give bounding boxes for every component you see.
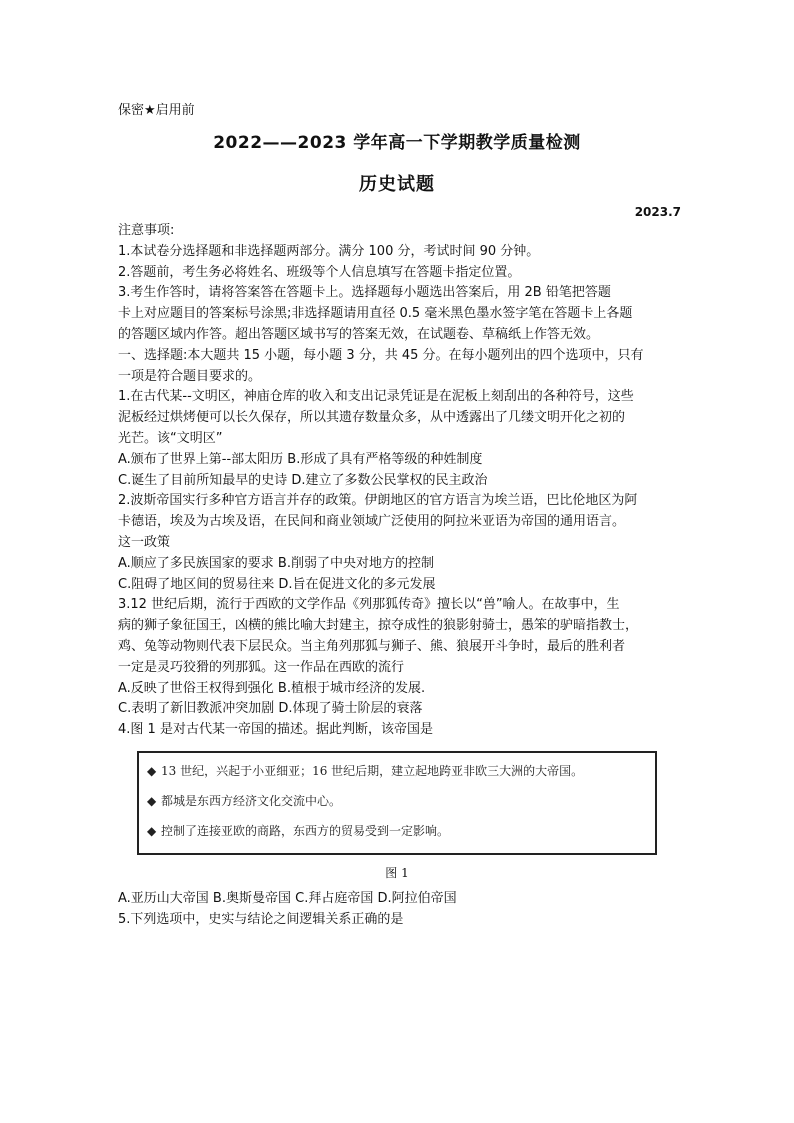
subject-title: 历史试题 <box>359 174 435 195</box>
question-stem: 卡德语，埃及为古埃及语，在民间和商业领域广泛使用的阿拉米亚语为帝国的通用语言。 <box>118 514 626 530</box>
exam-body <box>118 221 684 741</box>
answer-options: C.阻碍了地区间的贸易往来 D.旨在促进文化的多元发展 <box>118 576 436 592</box>
figure-item <box>147 822 655 852</box>
after-figure <box>118 888 684 930</box>
figure-item <box>147 792 655 822</box>
figure-caption: 图 1 <box>385 866 409 880</box>
answer-options: C.诞生了目前所知最早的史诗 D.建立了多数公民掌权的民主政治 <box>118 472 488 488</box>
section-intro: 一项是符合题目要求的。 <box>118 368 262 384</box>
notes-heading: 注意事项: <box>118 223 175 238</box>
question-2 <box>118 491 684 595</box>
answer-options: A.亚历山大帝国 B.奥斯曼帝国 C.拜占庭帝国 D.阿拉伯帝国 <box>118 891 457 906</box>
question-stem: 光芒。该“文明区” <box>118 430 223 446</box>
question-stem: 鸡、兔等动物则代表下层民众。当主角列那狐与狮子、熊、狼展开斗争时，最后的胜利者 <box>118 638 626 654</box>
question-stem: 3.12 世纪后期，流行于西欧的文学作品《列那狐传奇》擅长以“兽”喻人。在故事中，生 <box>118 597 620 613</box>
diamond-bullet-icon: ◆ <box>147 794 157 808</box>
section-intro: 一、选择题:本大题共 15 小题，每小题 3 分，共 45 分。在每小题列出的四个选项中，只有 <box>118 347 644 363</box>
question-1 <box>118 387 684 491</box>
question-3 <box>118 595 684 720</box>
question-stem: 这一政策 <box>118 534 171 550</box>
figure-item-text: 13 世纪，兴起于小亚细亚；16 世纪后期，建立起地跨亚非欧三大洲的大帝国。 <box>161 764 584 778</box>
question-5-stem: 5.下列选项中，史实与结论之间逻辑关系正确的是 <box>118 912 404 927</box>
figure-1-box <box>137 751 657 855</box>
diamond-bullet-icon: ◆ <box>147 764 157 778</box>
note-item: 卡上对应题目的答案标号涂黑;非选择题请用直径 0.5 毫米黑色墨水签字笔在答题卡上各题 <box>118 306 633 322</box>
figure-item-text: 都城是东西方经济文化交流中心。 <box>161 794 342 808</box>
question-stem: 2.波斯帝国实行多种官方语言并存的政策。伊朗地区的官方语言为埃兰语，巴比伦地区为阿 <box>118 493 638 509</box>
question-stem: 1.在古代某--文明区，神庙仓库的收入和支出记录凭证是在泥板上刻刮出的各种符号，这些 <box>118 389 634 405</box>
answer-options: A.颁布了世界上第--部太阳历 B.形成了具有严格等级的种姓制度 <box>118 451 483 467</box>
question-stem: 4.图 1 是对古代某一帝国的描述。据此判断，该帝国是 <box>118 722 433 738</box>
answer-options: A.反映了世俗王权得到强化 B.植根于城市经济的发展. <box>118 680 426 696</box>
note-item: 1.本试卷分选择题和非选择题两部分。满分 100 分，考试时间 90 分钟。 <box>118 243 540 259</box>
question-stem: 病的狮子象征国王，凶横的熊比喻大封建主，掠夺成性的狼影射骑士，愚笨的驴暗指教士， <box>118 618 639 634</box>
question-stem: 一定是灵巧狡猾的列那狐。这一作品在西欧的流行 <box>118 659 405 675</box>
note-item: 2.答题前，考生务必将姓名、班级等个人信息填写在答题卡指定位置。 <box>118 264 521 280</box>
answer-options: C.表明了新旧教派冲突加剧 D.体现了骑士阶层的衰落 <box>118 701 423 717</box>
note-item: 3.考生作答时，请将答案答在答题卡上。选择题每小题选出答案后，用 2B 铅笔把答题 <box>118 285 611 301</box>
note-item: 的答题区域内作答。超出答题区域书写的答案无效，在试题卷、草稿纸上作答无效。 <box>118 326 600 342</box>
confidential-label: 保密★启用前 <box>118 103 195 118</box>
exam-title: 2022——2023 学年高一下学期教学质量检测 <box>213 133 581 153</box>
figure-item <box>147 762 655 792</box>
answer-options: A.顺应了多民族国家的要求 B.削弱了中央对地方的控制 <box>118 555 434 571</box>
exam-date: 2023.7 <box>634 205 681 219</box>
diamond-bullet-icon: ◆ <box>147 824 157 838</box>
figure-item-text: 控制了连接亚欧的商路，东西方的贸易受到一定影响。 <box>161 824 450 838</box>
question-4 <box>118 720 684 741</box>
question-stem: 泥板经过烘烤便可以长久保存，所以其遗存数量众多，从中透露出了几缕文明开化之初的 <box>118 410 626 426</box>
